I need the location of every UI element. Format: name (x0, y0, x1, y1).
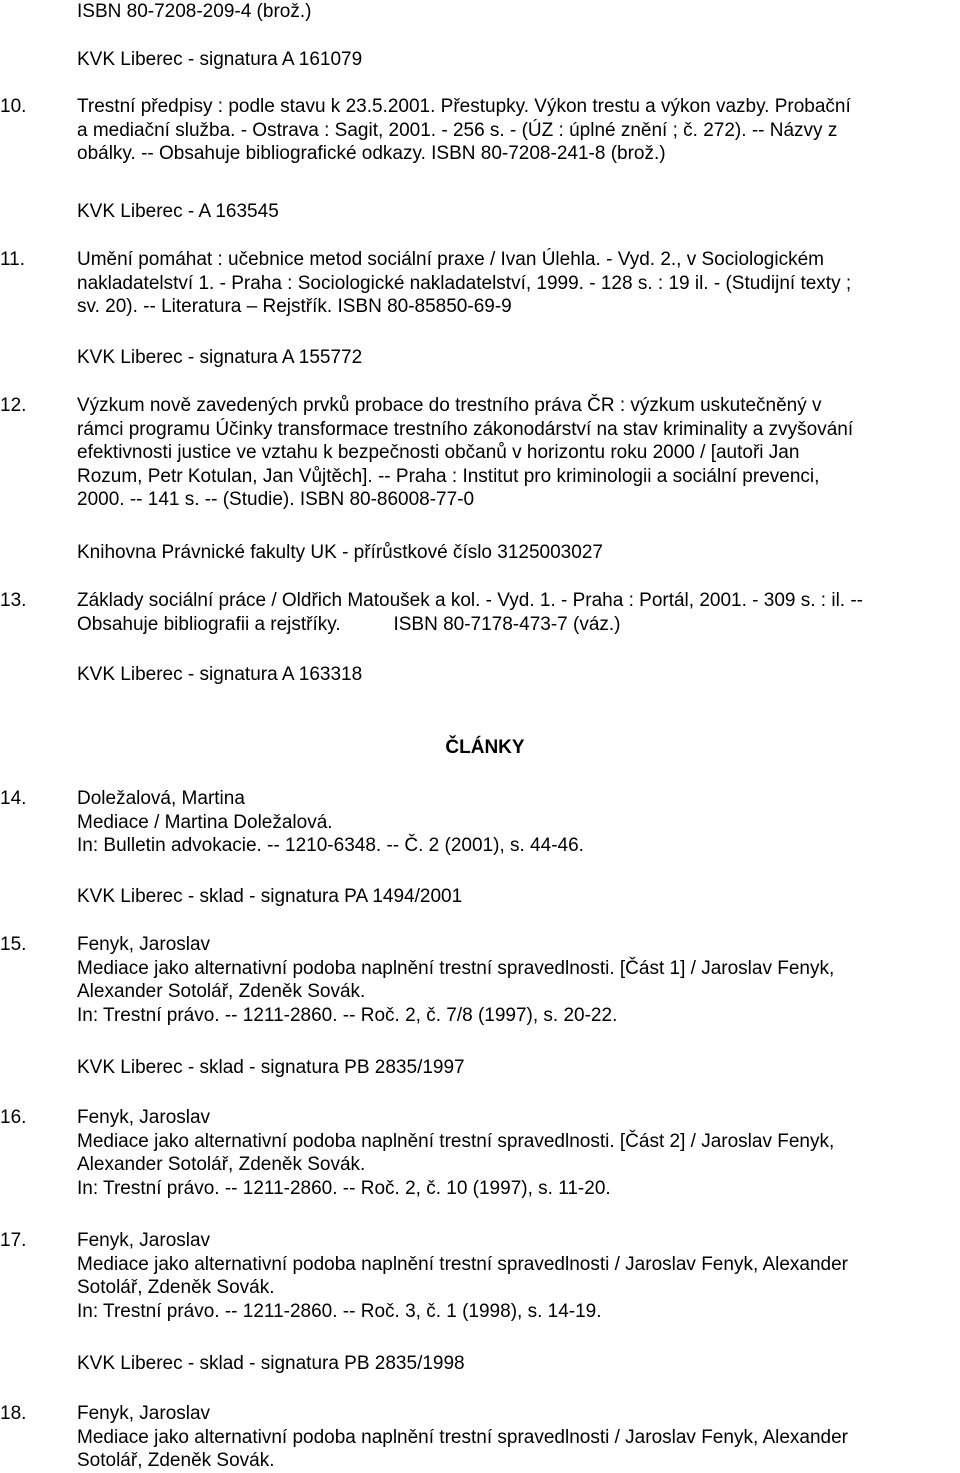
citation-line: Fenyk, Jaroslav (77, 1230, 211, 1251)
entry-citation (77, 933, 957, 1027)
citation-line: Sotolář, Zdeněk Sovák. (77, 1450, 275, 1471)
citation-line: nakladatelství 1. - Praha : Sociologické nakladatelství, 1999. - 128 s. : 19 il. - (Studijní texty ; (77, 272, 852, 294)
citation-line: rámci programu Účinky transformace trestního zákonodárství na stav kriminality a zvyšování (77, 418, 854, 440)
entry-number: 15. (0, 934, 27, 955)
citation-line: In: Trestní právo. -- 1211-2860. -- Roč. 2, č. 7/8 (1997), s. 20-22. (77, 1004, 618, 1026)
entry-number: 18. (0, 1403, 27, 1424)
citation-line: Sotolář, Zdeněk Sovák. (77, 1277, 275, 1298)
citation-line: a mediační služba. - Ostrava : Sagit, 2001. - 256 s. - (ÚZ : úplné znění ; č. 272). -- Názvy z (77, 119, 838, 141)
citation-line: In: Trestní právo. -- 1211-2860. -- Roč. 3, č. 1 (1998), s. 14-19. (77, 1300, 602, 1322)
entry-number: 10. (0, 96, 27, 117)
entry-location: KVK Liberec - sklad - signatura PB 2835/1998 (77, 1353, 465, 1374)
citation-line: Mediace jako alternativní podoba naplnění trestní spravedlnosti. [Část 2] / Jaroslav Fenyk, (77, 1130, 835, 1152)
entry-location: KVK Liberec - A 163545 (77, 201, 279, 222)
entry-citation (77, 787, 957, 858)
citation-line: Mediace jako alternativní podoba naplnění trestní spravedlnosti / Jaroslav Fenyk, Alexander (77, 1426, 849, 1448)
citation-line: 2000. -- 141 s. -- (Studie). ISBN 80-86008-77-0 (77, 489, 475, 510)
entry-citation (77, 248, 957, 319)
citation-line: Fenyk, Jaroslav (77, 934, 211, 955)
entry-location: Knihovna Právnické fakulty UK - přírůstkové číslo 3125003027 (77, 542, 603, 563)
entry-location: KVK Liberec - signatura A 163318 (77, 664, 363, 685)
top-isbn-line: ISBN 80-7208-209-4 (brož.) (77, 1, 312, 22)
citation-line: In: Trestní právo. -- 1211-2860. -- Roč. 2, č. 10 (1997), s. 11-20. (77, 1177, 611, 1199)
citation-line: Doležalová, Martina (77, 788, 245, 809)
citation-line: obálky. -- Obsahuje bibliografické odkazy. ISBN 80-7208-241-8 (brož.) (77, 143, 666, 164)
citation-line: Mediace jako alternativní podoba naplnění trestní spravedlnosti / Jaroslav Fenyk, Alexander (77, 1253, 849, 1275)
citation-line: Rozum, Petr Kotulan, Jan Vůjtěch]. -- Praha : Institut pro kriminologii a sociální prevenci, (77, 465, 820, 487)
entry-citation (77, 589, 957, 636)
citation-line: Výzkum nově zavedených prvků probace do trestního práva ČR : výzkum uskutečněný v (77, 395, 822, 416)
entry-number: 17. (0, 1230, 27, 1251)
top-location: KVK Liberec - signatura A 161079 (77, 49, 363, 70)
citation-line: Fenyk, Jaroslav (77, 1107, 211, 1128)
citation-line: Alexander Sotolář, Zdeněk Sovák. (77, 1154, 366, 1175)
citation-line: Umění pomáhat : učebnice metod sociální praxe / Ivan Úlehla. - Vyd. 2., v Sociologickém (77, 249, 824, 270)
entry-number: 13. (0, 590, 27, 611)
citation-line: efektivnosti justice ve vztahu k bezpečnosti občanů v horizontu roku 2000 / [autoři Jan (77, 442, 800, 463)
entry-citation (77, 1106, 957, 1200)
entry-location: KVK Liberec - signatura A 155772 (77, 347, 363, 368)
citation-line: Alexander Sotolář, Zdeněk Sovák. (77, 981, 366, 1002)
citation-line: sv. 20). -- Literatura – Rejstřík. ISBN 80-85850-69-9 (77, 296, 512, 317)
entry-location: KVK Liberec - sklad - signatura PA 1494/2001 (77, 886, 463, 907)
citation-line: Mediace jako alternativní podoba naplnění trestní spravedlnosti. [Část 1] / Jaroslav Fenyk, (77, 957, 835, 979)
citation-line: Fenyk, Jaroslav (77, 1403, 211, 1424)
section-title: ČLÁNKY (445, 737, 525, 758)
entry-location: KVK Liberec - sklad - signatura PB 2835/1997 (77, 1057, 465, 1078)
citation-line: Základy sociální práce / Oldřich Matoušek a kol. - Vyd. 1. - Praha : Portál, 2001. - 309 s. : il. -- (77, 590, 864, 611)
entry-citation (77, 394, 957, 512)
entry-citation (77, 1402, 957, 1473)
entry-number: 16. (0, 1107, 27, 1128)
entry-number: 11. (0, 249, 26, 270)
citation-line: Obsahuje bibliografii a rejstříky. ISBN 80-7178-473-7 (váz.) (77, 613, 621, 635)
entry-number: 12. (0, 395, 27, 416)
entry-citation (77, 1229, 957, 1323)
citation-line: In: Bulletin advokacie. -- 1210-6348. -- Č. 2 (2001), s. 44-46. (77, 835, 584, 856)
entry-citation (77, 95, 957, 166)
entry-number: 14. (0, 788, 27, 809)
citation-line: Trestní předpisy : podle stavu k 23.5.2001. Přestupky. Výkon trestu a výkon vazby. Probační (77, 96, 851, 117)
citation-line: Mediace / Martina Doležalová. (77, 811, 333, 833)
